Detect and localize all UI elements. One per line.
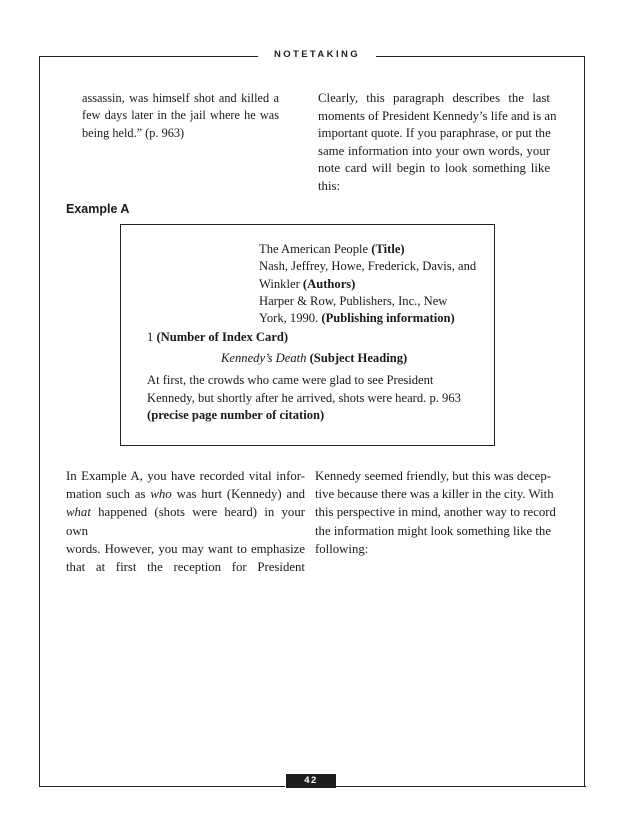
frame-left-rule: [39, 56, 40, 787]
authors-tag: (Authors): [302, 276, 356, 291]
intro-line: Clearly, this paragraph describes the last: [318, 91, 550, 105]
card-authors-line: Nash, Jeffrey, Howe, Frederick, Davis, and: [259, 259, 477, 274]
body-line: tive because there was a killer in the city. With: [315, 487, 554, 502]
body-right-paragraph: [315, 467, 556, 558]
card-publisher-line: Harper & Row, Publishers, Inc., New: [259, 293, 448, 308]
card-subject-line: [221, 350, 407, 367]
running-head: NOTETAKING: [273, 49, 361, 60]
body-line: what happened (shots were heard) in your own: [66, 505, 305, 538]
card-number-line: 1 (Number of Index Card): [147, 330, 289, 344]
frame-top-right-rule: [376, 56, 585, 57]
card-note-line: Kennedy, but shortly after he arrived, shots were heard. p. 963: [147, 390, 461, 405]
publishing-tag: (Publishing information): [321, 311, 455, 326]
card-note-line: [147, 407, 472, 425]
body-line: Kennedy seemed friendly, but this was decep-: [315, 469, 551, 483]
frame-bottom-right-rule: [336, 786, 586, 787]
quote-line: few days later in the jail where he was: [82, 108, 279, 123]
page-number: 42: [286, 774, 336, 788]
body-line: In Example A, you have recorded vital infor-: [66, 469, 305, 483]
card-source-info: [259, 241, 489, 327]
frame-bottom-left-rule: [39, 786, 285, 787]
body-left-paragraph: [66, 467, 305, 576]
body-line: the information might look something like the: [315, 523, 551, 538]
intro-line: note card will begin to look something like: [318, 161, 550, 175]
subject-heading: Kennedy’s Death: [221, 351, 307, 365]
body-line: that at first the reception for President: [66, 560, 305, 575]
intro-line: moments of President Kennedy’s life and is an: [318, 108, 557, 123]
card-publisher-line: York, 1990. (Publishing information): [259, 311, 455, 326]
body-line: mation such as who was hurt (Kennedy) and: [66, 487, 305, 502]
card-authors-line: Winkler (Authors): [259, 276, 356, 291]
body-line: words. However, you may want to emphasize: [66, 541, 305, 556]
citation-tag: (precise page number of citation): [147, 408, 325, 423]
quote-passage: [82, 90, 279, 142]
intro-line: this:: [318, 178, 341, 193]
example-heading: Example A: [66, 202, 130, 216]
card-number-tag: (Number of Index Card): [156, 330, 289, 344]
body-line: following:: [315, 541, 369, 556]
intro-line: important quote. If you paraphrase, or put the: [318, 126, 551, 140]
card-note-text: [147, 372, 472, 425]
body-line: this perspective in mind, another way to record: [315, 505, 556, 520]
card-title-line: The American People (Title): [259, 242, 405, 256]
frame-right-rule: [584, 56, 585, 787]
frame-top-left-rule: [39, 56, 258, 57]
card-note-line: At first, the crowds who came were glad to see President: [147, 373, 434, 387]
intro-line: same information into your own words, your: [318, 143, 550, 158]
subject-tag: (Subject Heading): [306, 351, 408, 365]
title-tag: (Title): [371, 242, 405, 256]
intro-paragraph: [318, 90, 557, 195]
quote-line: being held.” (p. 963): [82, 125, 185, 140]
quote-line: assassin, was himself shot and killed a: [82, 91, 279, 105]
